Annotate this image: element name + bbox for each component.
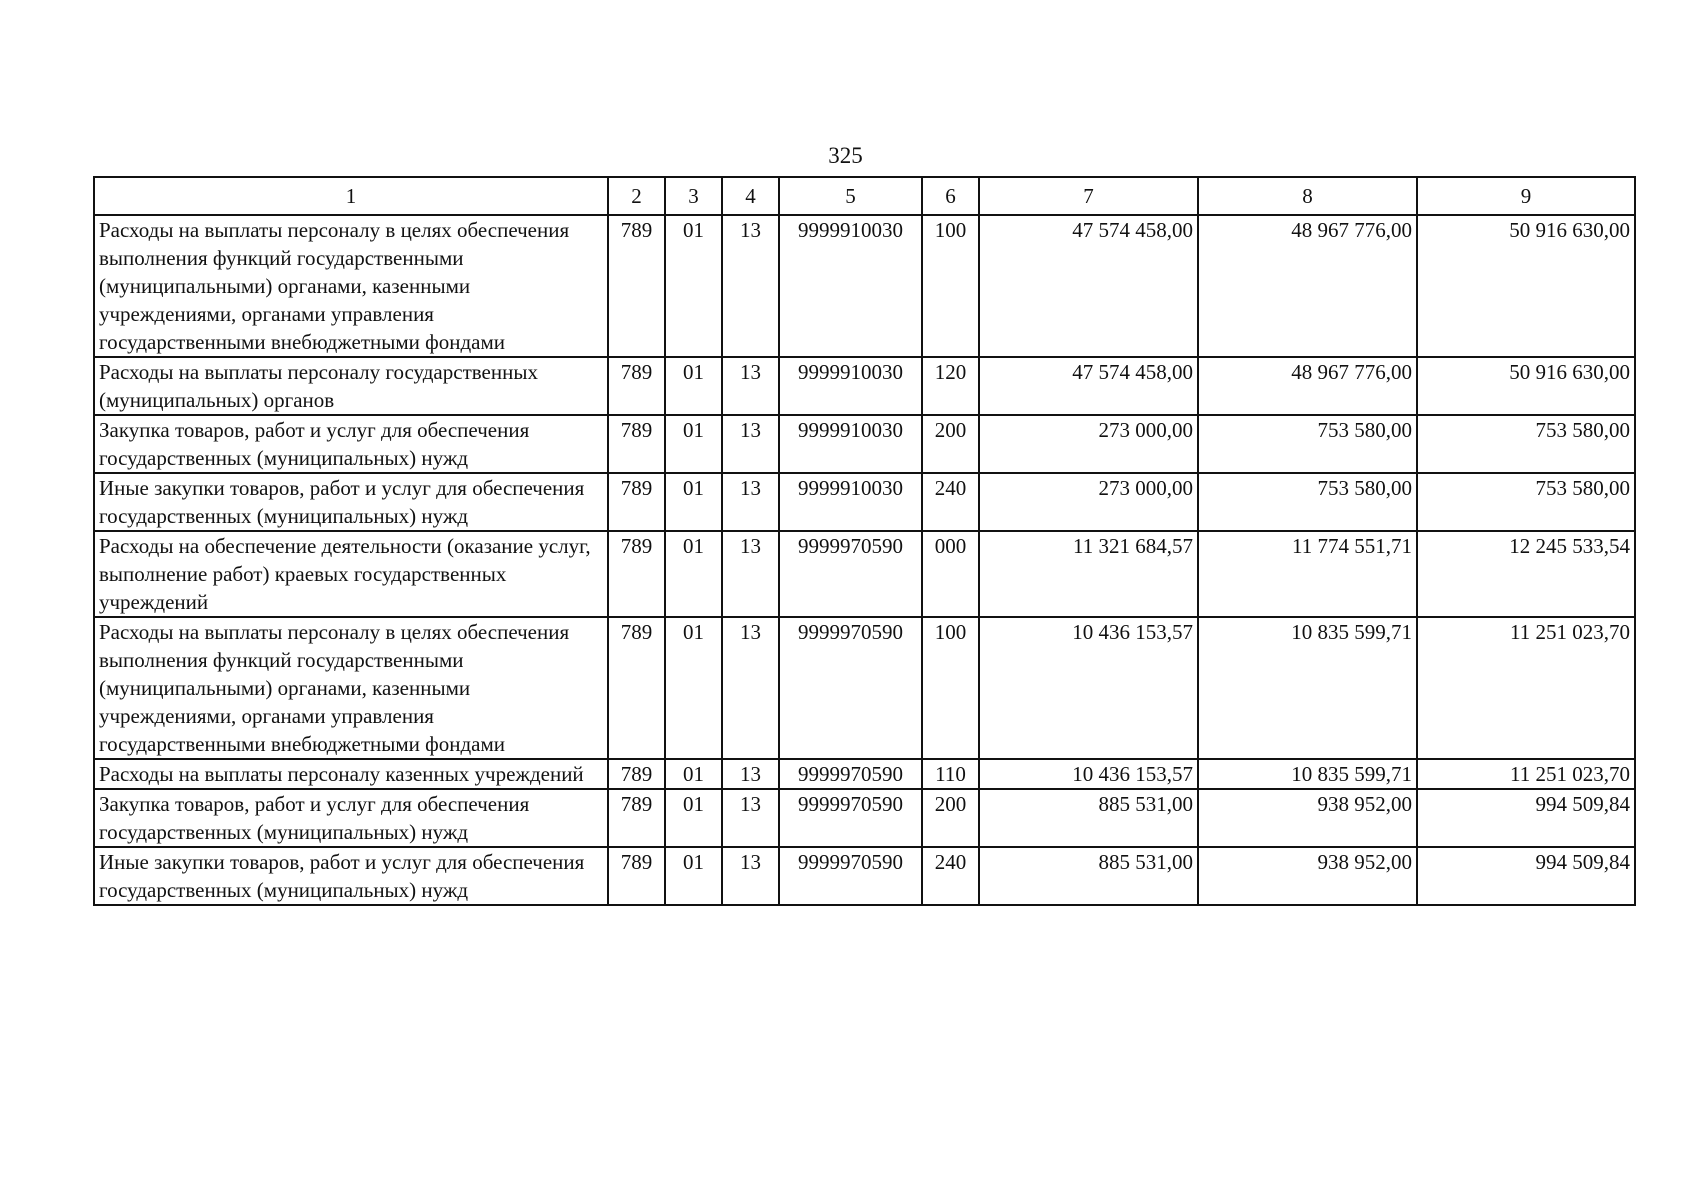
row-code-4: 13: [722, 415, 779, 473]
column-header-2: 2: [608, 177, 665, 215]
column-header-6: 6: [922, 177, 979, 215]
table-row: [94, 531, 1635, 617]
row-code-4: 13: [722, 617, 779, 759]
column-header-8: 8: [1198, 177, 1417, 215]
row-code-2: 789: [608, 215, 665, 357]
row-amount-7: 885 531,00: [979, 789, 1198, 847]
row-code-6: 240: [922, 847, 979, 905]
page-number: 325: [828, 143, 863, 168]
row-amount-8: 10 835 599,71: [1198, 759, 1417, 789]
row-amount-9: 753 580,00: [1417, 415, 1635, 473]
row-amount-8: 753 580,00: [1198, 415, 1417, 473]
row-code-3: 01: [665, 531, 722, 617]
row-description: Иные закупки товаров, работ и услуг для обеспечения государственных (муниципальных) нужд: [94, 847, 608, 905]
row-code-3: 01: [665, 357, 722, 415]
row-code-3: 01: [665, 473, 722, 531]
row-code-5: 9999970590: [779, 617, 922, 759]
row-code-5: 9999970590: [779, 847, 922, 905]
row-description: Закупка товаров, работ и услуг для обеспечения государственных (муниципальных) нужд: [94, 415, 608, 473]
row-amount-9: 994 509,84: [1417, 789, 1635, 847]
row-code-6: 240: [922, 473, 979, 531]
table-row: [94, 617, 1635, 759]
column-header-4: 4: [722, 177, 779, 215]
table-row: [94, 415, 1635, 473]
row-code-6: 120: [922, 357, 979, 415]
row-code-6: 000: [922, 531, 979, 617]
row-description: Иные закупки товаров, работ и услуг для обеспечения государственных (муниципальных) нужд: [94, 473, 608, 531]
row-description: Расходы на обеспечение деятельности (оказание услуг, выполнение работ) краевых государственных учреждений: [94, 531, 608, 617]
table-row: [94, 847, 1635, 905]
row-amount-7: 47 574 458,00: [979, 215, 1198, 357]
row-amount-8: 48 967 776,00: [1198, 215, 1417, 357]
row-amount-9: 12 245 533,54: [1417, 531, 1635, 617]
row-amount-8: 11 774 551,71: [1198, 531, 1417, 617]
row-code-5: 9999910030: [779, 357, 922, 415]
row-code-5: 9999910030: [779, 215, 922, 357]
row-code-5: 9999970590: [779, 531, 922, 617]
row-code-6: 200: [922, 415, 979, 473]
row-code-2: 789: [608, 531, 665, 617]
row-amount-8: 938 952,00: [1198, 847, 1417, 905]
row-code-3: 01: [665, 759, 722, 789]
row-code-3: 01: [665, 789, 722, 847]
row-amount-7: 10 436 153,57: [979, 759, 1198, 789]
column-header-9: 9: [1417, 177, 1635, 215]
row-amount-8: 938 952,00: [1198, 789, 1417, 847]
row-code-5: 9999910030: [779, 473, 922, 531]
row-code-4: 13: [722, 357, 779, 415]
row-code-2: 789: [608, 847, 665, 905]
row-code-2: 789: [608, 759, 665, 789]
row-description: Расходы на выплаты персоналу казенных учреждений: [94, 759, 608, 789]
row-amount-7: 885 531,00: [979, 847, 1198, 905]
row-amount-8: 10 835 599,71: [1198, 617, 1417, 759]
table-row: [94, 215, 1635, 357]
row-code-4: 13: [722, 789, 779, 847]
row-amount-9: 11 251 023,70: [1417, 617, 1635, 759]
column-header-1: 1: [94, 177, 608, 215]
row-code-5: 9999910030: [779, 415, 922, 473]
row-amount-7: 273 000,00: [979, 473, 1198, 531]
row-amount-9: 50 916 630,00: [1417, 215, 1635, 357]
row-code-6: 110: [922, 759, 979, 789]
row-code-2: 789: [608, 789, 665, 847]
row-amount-9: 994 509,84: [1417, 847, 1635, 905]
row-amount-7: 273 000,00: [979, 415, 1198, 473]
row-code-4: 13: [722, 473, 779, 531]
row-code-4: 13: [722, 759, 779, 789]
row-amount-9: 11 251 023,70: [1417, 759, 1635, 789]
column-header-3: 3: [665, 177, 722, 215]
row-code-3: 01: [665, 617, 722, 759]
row-amount-8: 753 580,00: [1198, 473, 1417, 531]
row-description: Закупка товаров, работ и услуг для обеспечения государственных (муниципальных) нужд: [94, 789, 608, 847]
row-description: Расходы на выплаты персоналу в целях обеспечения выполнения функций государственными (муниципальными) органами, казенными учреждениями, органами управления государственными внебюджетными фондами: [94, 215, 608, 357]
row-code-5: 9999970590: [779, 789, 922, 847]
row-amount-7: 47 574 458,00: [979, 357, 1198, 415]
column-header-7: 7: [979, 177, 1198, 215]
row-amount-7: 10 436 153,57: [979, 617, 1198, 759]
row-amount-7: 11 321 684,57: [979, 531, 1198, 617]
row-description: Расходы на выплаты персоналу государственных (муниципальных) органов: [94, 357, 608, 415]
table-row: [94, 759, 1635, 789]
row-amount-8: 48 967 776,00: [1198, 357, 1417, 415]
row-code-3: 01: [665, 847, 722, 905]
table-row: [94, 473, 1635, 531]
row-code-4: 13: [722, 847, 779, 905]
row-code-5: 9999970590: [779, 759, 922, 789]
row-code-6: 200: [922, 789, 979, 847]
budget-table: [93, 176, 1636, 906]
column-header-5: 5: [779, 177, 922, 215]
row-code-6: 100: [922, 617, 979, 759]
row-code-2: 789: [608, 357, 665, 415]
header-row: [94, 177, 1635, 215]
table-row: [94, 789, 1635, 847]
row-code-3: 01: [665, 415, 722, 473]
row-code-4: 13: [722, 215, 779, 357]
row-amount-9: 50 916 630,00: [1417, 357, 1635, 415]
row-code-2: 789: [608, 473, 665, 531]
table-row: [94, 357, 1635, 415]
row-code-2: 789: [608, 415, 665, 473]
row-code-3: 01: [665, 215, 722, 357]
row-code-2: 789: [608, 617, 665, 759]
row-code-4: 13: [722, 531, 779, 617]
row-description: Расходы на выплаты персоналу в целях обеспечения выполнения функций государственными (муниципальными) органами, казенными учреждениями, органами управления государственными внебюджетными фондами: [94, 617, 608, 759]
row-code-6: 100: [922, 215, 979, 357]
row-amount-9: 753 580,00: [1417, 473, 1635, 531]
